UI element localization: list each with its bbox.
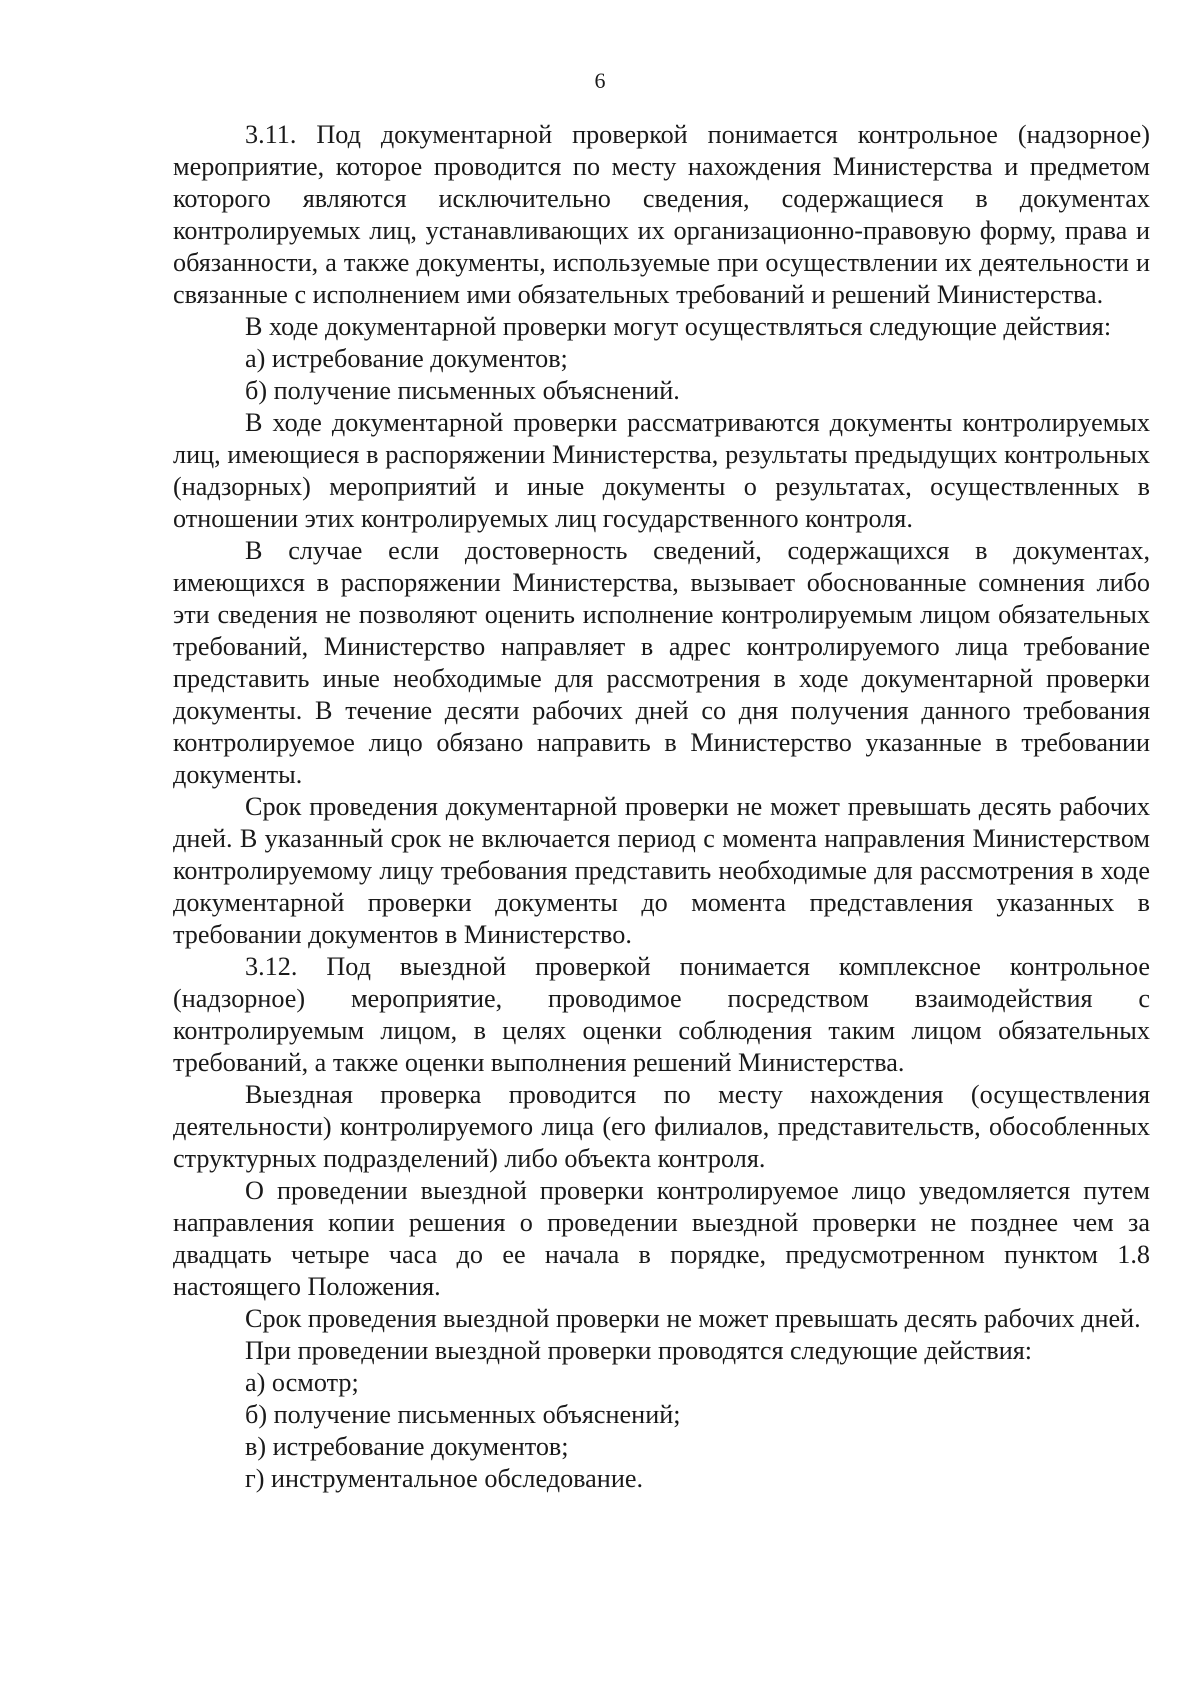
paragraph-field-check-notification: О проведении выездной проверки контролируемое лицо уведомляется путем направления копии решения о проведении выездной проверки не позднее чем за двадцать четыре часа до ее начала в порядке, предусмотренном пунктом 1.8 настоящего Положения.	[173, 1176, 1150, 1301]
paragraph-field-check-actions-intro: При проведении выездной проверки проводятся следующие действия:	[245, 1336, 1033, 1365]
paragraph-doc-check-reviewed-documents: В ходе документарной проверки рассматриваются документы контролируемых лиц, имеющиеся в распоряжении Министерства, результаты предыдущих контрольных (надзорных) мероприятий и иные документы о результатах, осуществленных в отношении этих контролируемых лиц государственного контроля.	[173, 408, 1150, 533]
list-item-field-check-d: г) инструментальное обследование.	[245, 1464, 644, 1493]
document-body	[173, 119, 1150, 1495]
list-item-field-check-a: а) осмотр;	[245, 1368, 359, 1397]
paragraph-3-11: 3.11. Под документарной проверкой понимается контрольное (надзорное) мероприятие, которое проводится по месту нахождения Министерства и предметом которого являются исключительно сведения, содержащиеся в документах контролируемых лиц, устанавливающих их организационно-правовую форму, права и обязанности, а также документы, используемые при осуществлении их деятельности и связанные с исполнением ими обязательных требований и решений Министерства.	[173, 120, 1150, 309]
list-item-field-check-b: б) получение письменных объяснений;	[245, 1400, 681, 1429]
paragraph-field-check-location: Выездная проверка проводится по месту нахождения (осуществления деятельности) контролируемого лица (его филиалов, представительств, обособленных структурных подразделений) либо объекта контроля.	[173, 1080, 1150, 1173]
list-item-field-check-c: в) истребование документов;	[245, 1432, 569, 1461]
paragraph-doc-check-term: Срок проведения документарной проверки не может превышать десять рабочих дней. В указанный срок не включается период с момента направления Министерством контролируемому лицу требования представить необходимые для рассмотрения в ходе документарной проверки документы до момента представления указанных в требовании документов в Министерство.	[173, 792, 1150, 949]
list-item-doc-check-a: а) истребование документов;	[245, 344, 568, 373]
list-item-doc-check-b: б) получение письменных объяснений.	[245, 376, 680, 405]
paragraph-doc-check-doubts: В случае если достоверность сведений, содержащихся в документах, имеющихся в распоряжении Министерства, вызывает обоснованные сомнения либо эти сведения не позволяют оценить исполнение контролируемым лицом обязательных требований, Министерство направляет в адрес контролируемого лица требование представить иные необходимые для рассмотрения в ходе документарной проверки документы. В течение десяти рабочих дней со дня получения данного требования контролируемое лицо обязано направить в Министерство указанные в требовании документы.	[173, 536, 1150, 789]
paragraph-3-12: 3.12. Под выездной проверкой понимается комплексное контрольное (надзорное) мероприятие, проводимое посредством взаимодействия с контролируемым лицом, в целях оценки соблюдения таким лицом обязательных требований, а также оценки выполнения решений Министерства.	[173, 952, 1150, 1077]
paragraph-field-check-term: Срок проведения выездной проверки не может превышать десять рабочих дней.	[245, 1304, 1141, 1333]
paragraph-doc-check-actions-intro: В ходе документарной проверки могут осуществляться следующие действия:	[245, 312, 1112, 341]
page-number: 6	[594, 68, 606, 93]
